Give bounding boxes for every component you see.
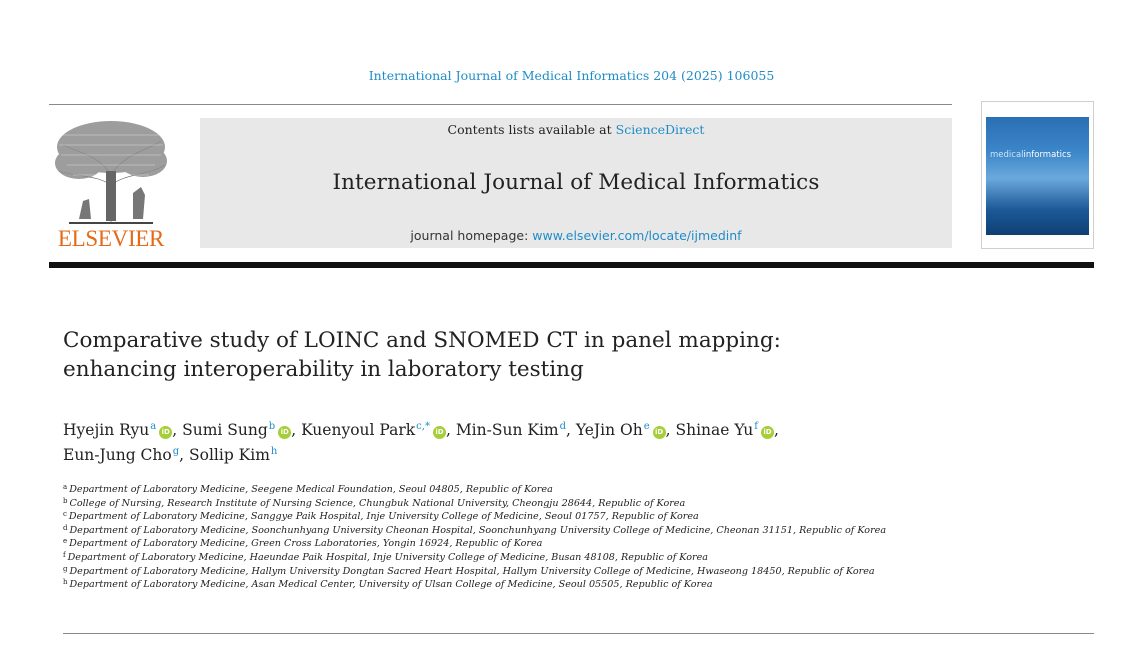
cover-image: [986, 117, 1089, 235]
author-affiliation-marker[interactable]: e: [643, 421, 650, 432]
affiliation-item: [63, 523, 1083, 537]
affiliation-text: Department of Laboratory Medicine, Soonchunhyang University Cheonan Hospital, Soonchunhyang University College of Medicine, Cheonan 31151, Republic of Korea: [69, 524, 887, 536]
affiliation-key: a: [63, 483, 68, 491]
author[interactable]: [63, 421, 182, 439]
elsevier-tree-icon: [49, 115, 173, 227]
author[interactable]: [182, 421, 301, 439]
affiliation-item: [63, 550, 1083, 564]
homepage-link[interactable]: www.elsevier.com/locate/ijmedinf: [532, 228, 742, 243]
affiliation-key: c: [63, 510, 67, 519]
orcid-icon[interactable]: iD: [653, 426, 666, 439]
affiliations-divider: [63, 633, 1094, 634]
elsevier-logo[interactable]: [49, 115, 173, 251]
author[interactable]: [456, 421, 576, 439]
affiliation-text: Department of Laboratory Medicine, Hallym University Dongtan Sacred Heart Hospital, Hallym University College of Medicine, Hwaseong 18450, Republic of Korea: [69, 565, 875, 577]
homepage-prefix: journal homepage:: [410, 228, 533, 243]
orcid-icon[interactable]: iD: [278, 426, 291, 439]
author-affiliation-marker[interactable]: c,*: [416, 421, 430, 432]
affiliation-text: Department of Laboratory Medicine, Seegene Medical Foundation, Seoul 04805, Republic of Korea: [69, 484, 553, 495]
affiliation-text: Department of Laboratory Medicine, Green Cross Laboratories, Yongin 16924, Republic of Korea: [69, 538, 543, 550]
orcid-icon[interactable]: iD: [433, 426, 446, 439]
orcid-icon[interactable]: iD: [159, 426, 172, 439]
author-separator: ,: [445, 421, 456, 439]
author-list: [63, 416, 1063, 466]
article-title-line-1: Comparative study of LOINC and SNOMED CT in panel mapping:: [63, 328, 781, 353]
masthead-thick-rule: [49, 262, 1094, 268]
affiliation-item: [63, 509, 1083, 523]
author-name[interactable]: Shinae Yu: [675, 421, 754, 439]
contents-line: [200, 122, 952, 137]
journal-cover-thumbnail[interactable]: [981, 101, 1094, 249]
author[interactable]: [63, 446, 189, 464]
journal-citation[interactable]: International Journal of Medical Informatics 204 (2025) 106055: [368, 68, 775, 83]
journal-title: International Journal of Medical Informatics: [332, 170, 820, 195]
author-affiliation-marker[interactable]: g: [172, 446, 180, 457]
affiliation-key: b: [63, 496, 68, 505]
author-separator: ,: [566, 421, 576, 439]
orcid-icon[interactable]: iD: [761, 426, 774, 439]
cover-word-2: informatics: [1023, 150, 1072, 160]
author-separator: ,: [291, 421, 302, 439]
author-name[interactable]: Min-Sun Kim: [455, 421, 559, 439]
affiliation-list: [63, 482, 1083, 591]
affiliation-item: [63, 564, 1083, 578]
homepage-line: [200, 228, 952, 243]
author-affiliation-marker[interactable]: a: [150, 421, 157, 432]
author[interactable]: [676, 421, 779, 439]
author-separator: ,: [665, 421, 676, 439]
affiliation-key: d: [63, 523, 68, 532]
affiliation-text: Department of Laboratory Medicine, Sanggye Paik Hospital, Inje University College of Medicine, Seoul 01757, Republic of Korea: [68, 511, 699, 523]
cover-title: [990, 150, 1071, 160]
affiliation-key: g: [63, 564, 68, 573]
author-affiliation-marker[interactable]: d: [559, 421, 567, 432]
cover-word-1: medical: [990, 150, 1024, 160]
author-affiliation-marker[interactable]: h: [270, 446, 278, 457]
author-affiliation-marker[interactable]: b: [268, 421, 276, 432]
affiliation-item: [63, 577, 1083, 591]
article-title-line-2: enhancing interoperability in laboratory testing: [63, 357, 584, 382]
affiliation-item: [63, 536, 1083, 550]
affiliation-key: f: [63, 550, 66, 559]
publisher-name: ELSEVIER: [57, 226, 165, 251]
author-name[interactable]: Eun-Jung Cho: [63, 446, 172, 464]
author-affiliation-marker[interactable]: f: [754, 421, 758, 432]
affiliation-text: Department of Laboratory Medicine, Haeundae Paik Hospital, Inje University College of Medicine, Busan 48108, Republic of Korea: [67, 551, 708, 563]
author[interactable]: [576, 421, 676, 439]
author-separator: ,: [773, 421, 779, 439]
article-title: [63, 326, 1063, 384]
author-name[interactable]: Sumi Sung: [182, 421, 268, 439]
affiliation-text: College of Nursing, Research Institute of Nursing Science, Chungbuk National University, Cheongju 28644, Republic of Korea: [69, 497, 686, 509]
contents-prefix: Contents lists available at: [447, 122, 616, 137]
header-divider: [49, 104, 952, 105]
journal-masthead: [200, 118, 952, 248]
author-name[interactable]: Sollip Kim: [189, 446, 270, 464]
affiliation-text: Department of Laboratory Medicine, Asan Medical Center, University of Ulsan College of Medicine, Seoul 05505, Republic of Korea: [69, 579, 713, 591]
author-name[interactable]: Kuenyoul Park: [301, 421, 416, 439]
author[interactable]: [189, 446, 277, 464]
author-separator: ,: [172, 421, 183, 439]
affiliation-key: h: [63, 578, 68, 587]
author[interactable]: [301, 421, 456, 439]
author-name[interactable]: YeJin Oh: [575, 421, 643, 439]
sciencedirect-link[interactable]: ScienceDirect: [615, 122, 705, 137]
author-name[interactable]: Hyejin Ryu: [63, 421, 150, 439]
affiliation-item: [63, 496, 1083, 510]
affiliation-key: e: [63, 537, 68, 546]
affiliation-item: [63, 482, 1083, 496]
author-separator: ,: [179, 446, 189, 464]
